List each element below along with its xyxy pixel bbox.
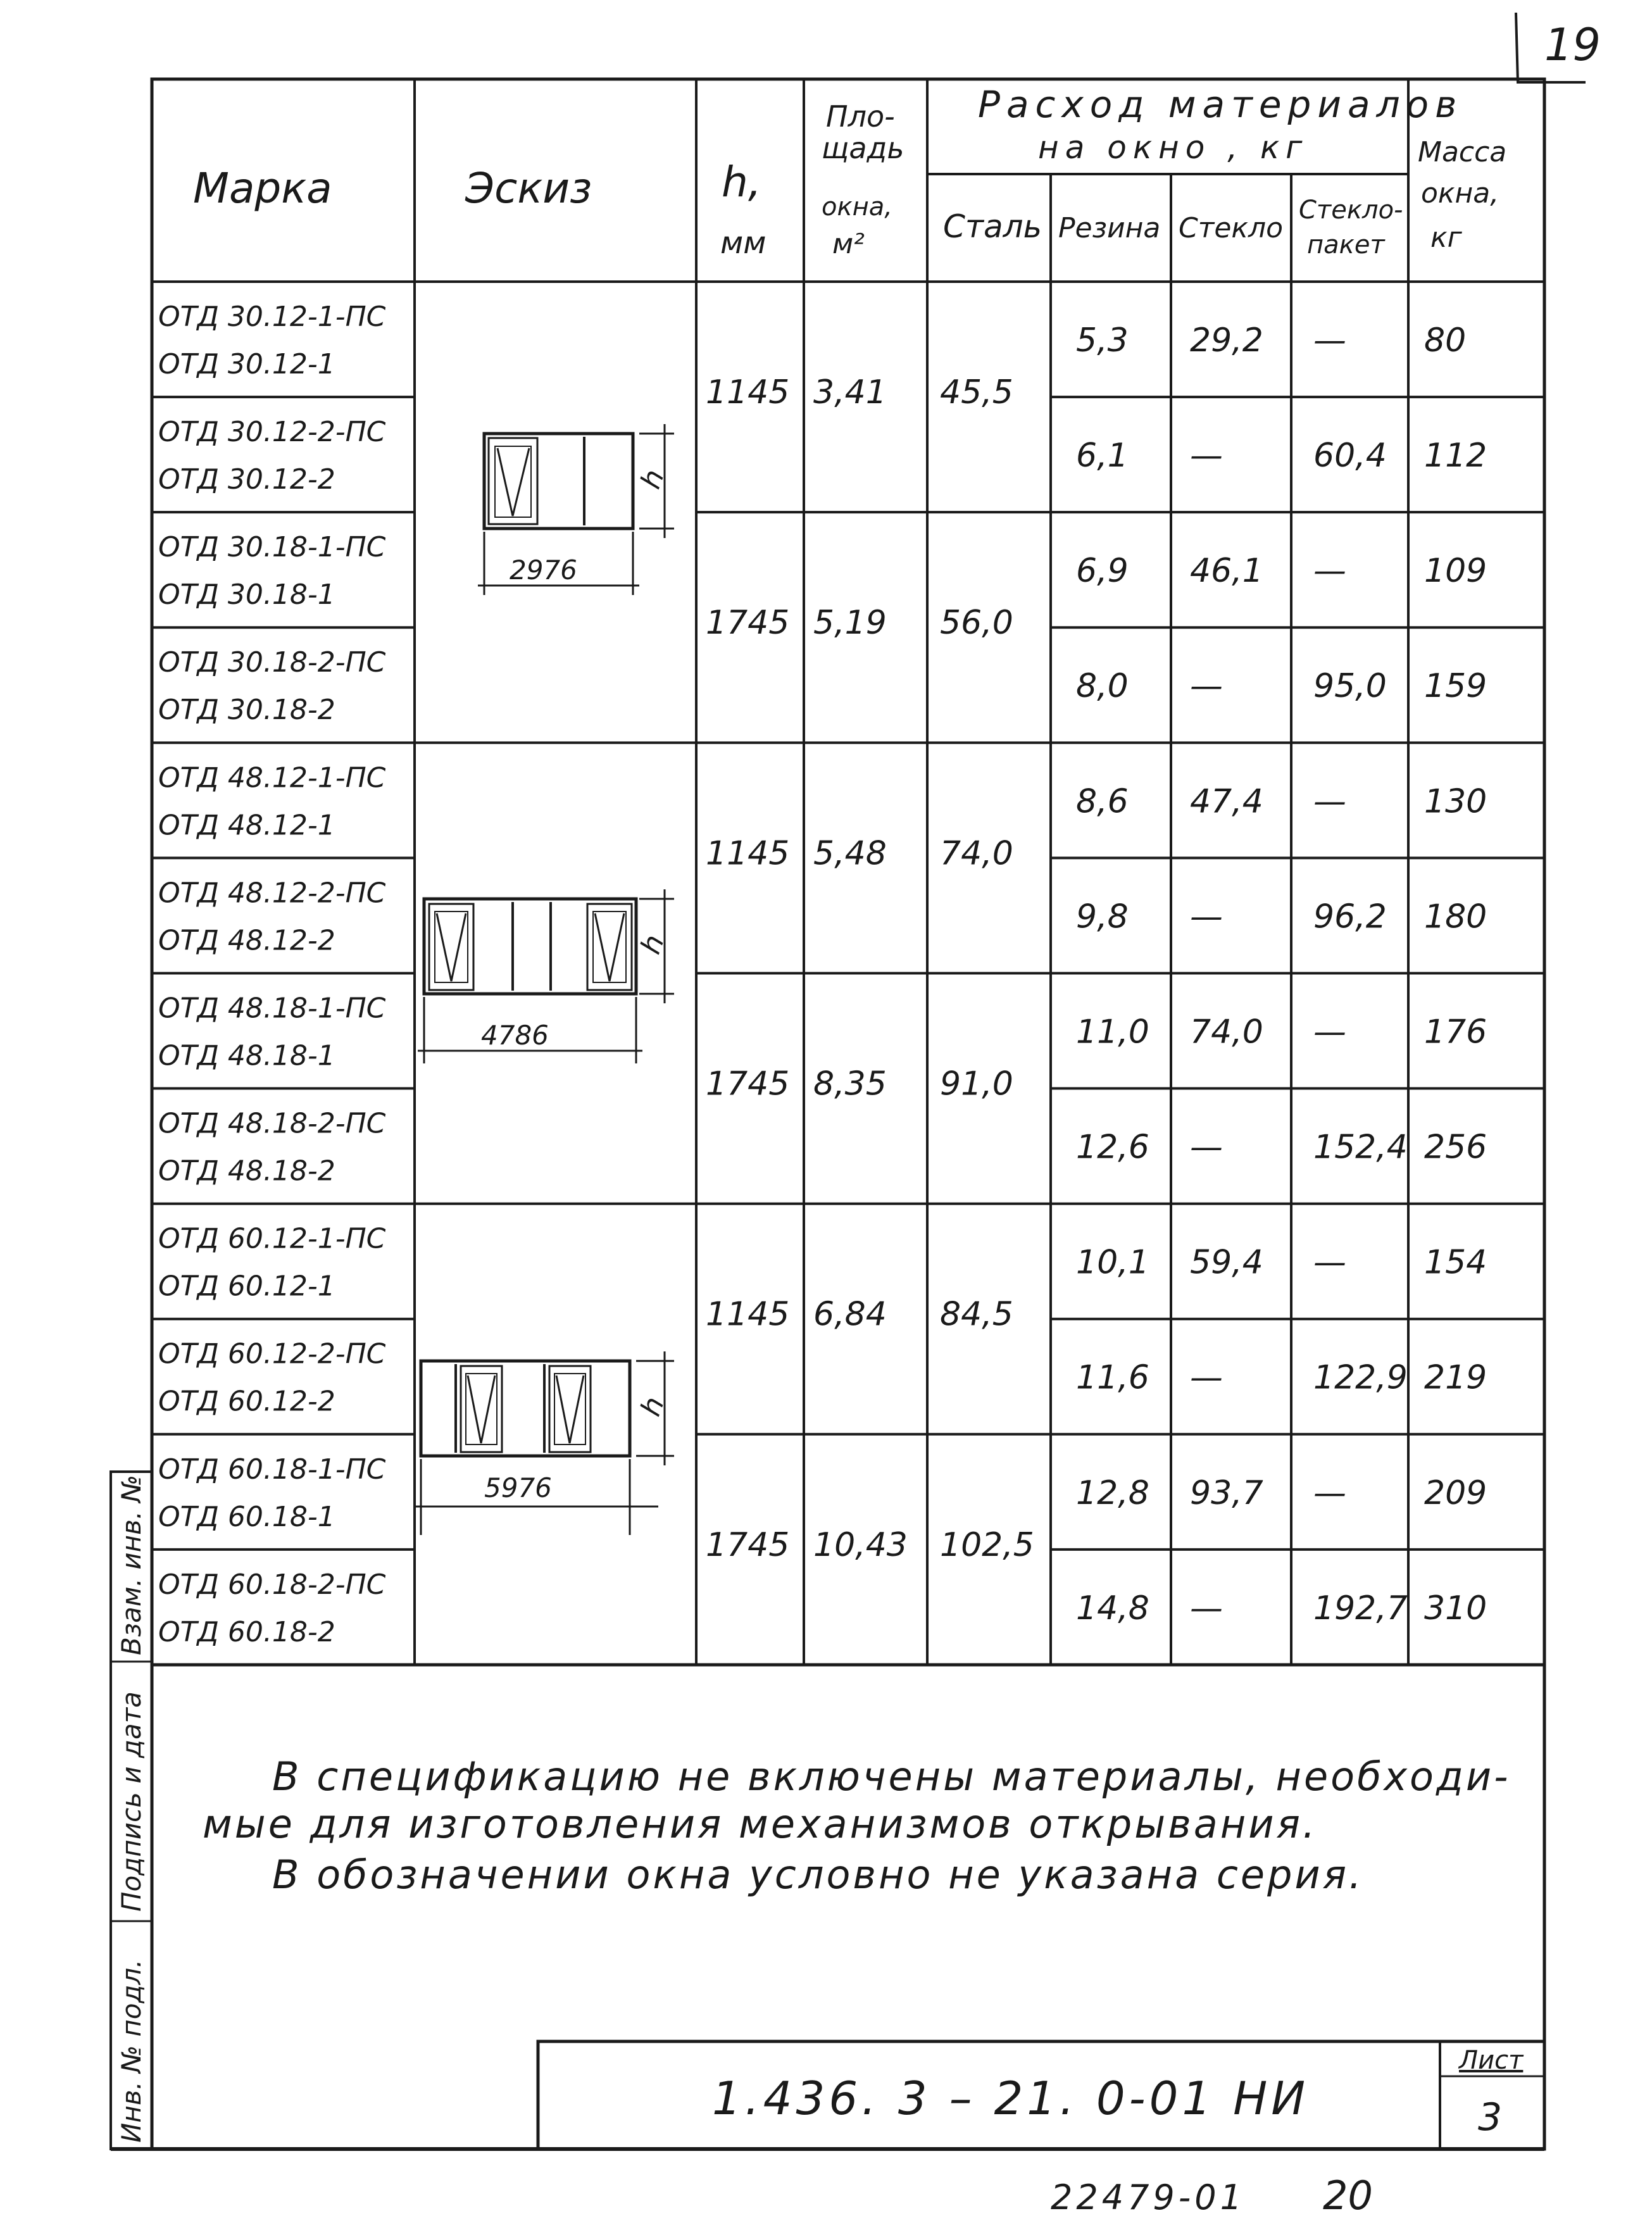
header-glass: Стекло xyxy=(1179,212,1284,244)
row-mass: 159 xyxy=(1424,667,1487,706)
sketch-30-h: h xyxy=(634,465,671,493)
header-consumption-2: на окно , кг xyxy=(1038,129,1309,166)
row-glazing: 152,4 xyxy=(1313,1128,1408,1167)
group-h: 1145 xyxy=(706,373,790,412)
group-h: 1745 xyxy=(706,1526,790,1564)
header-area-2: щадь xyxy=(822,131,904,165)
row-glazing: — xyxy=(1313,552,1346,591)
row-glass: — xyxy=(1190,898,1223,936)
row-mark-primary: ОТД 30.12-2-ПС xyxy=(158,416,386,449)
row-mark-secondary: ОТД 30.18-1 xyxy=(158,579,335,611)
group-steel: 91,0 xyxy=(940,1065,1013,1103)
table-body xyxy=(152,301,1544,1648)
sketch-60-h: h xyxy=(634,1393,671,1420)
group-steel: 102,5 xyxy=(940,1526,1034,1564)
row-rubber: 12,6 xyxy=(1076,1128,1149,1167)
row-mass: 219 xyxy=(1424,1358,1487,1397)
row-glass: — xyxy=(1190,1128,1223,1167)
row-mark-secondary: ОТД 30.18-2 xyxy=(158,694,335,727)
group-area: 8,35 xyxy=(813,1065,887,1103)
group-h: 1745 xyxy=(706,604,790,642)
row-mass: 154 xyxy=(1424,1243,1487,1282)
header-h: h, xyxy=(722,158,761,206)
row-glazing: — xyxy=(1313,782,1346,821)
row-mark-secondary: ОТД 30.12-2 xyxy=(158,463,335,496)
sketch-otd-30 xyxy=(478,424,674,595)
row-rubber: 8,6 xyxy=(1076,782,1129,821)
group-area: 5,48 xyxy=(813,834,887,873)
group-steel: 74,0 xyxy=(940,834,1013,873)
group-steel: 56,0 xyxy=(940,604,1013,642)
title-code: 1.436. 3 – 21. 0-01 НИ xyxy=(712,2072,1310,2125)
sketch-30-width: 2976 xyxy=(510,555,577,586)
row-glass: 93,7 xyxy=(1190,1474,1263,1512)
group-h: 1145 xyxy=(706,1295,790,1334)
row-glass: — xyxy=(1190,1589,1223,1627)
header-area-4: м² xyxy=(832,228,865,260)
group-steel: 84,5 xyxy=(940,1295,1013,1334)
row-mark-primary: ОТД 48.18-2-ПС xyxy=(158,1107,386,1140)
row-glass: 59,4 xyxy=(1190,1243,1263,1282)
row-mark-secondary: ОТД 30.12-1 xyxy=(158,348,335,380)
row-glazing: — xyxy=(1313,1013,1346,1051)
row-mark-secondary: ОТД 60.12-2 xyxy=(158,1385,335,1418)
row-mass: 109 xyxy=(1424,552,1487,591)
row-mark-secondary: ОТД 48.18-2 xyxy=(158,1155,335,1187)
header-sketch: Эскиз xyxy=(465,164,592,213)
row-mark-secondary: ОТД 60.18-2 xyxy=(158,1615,335,1648)
row-glazing: 192,7 xyxy=(1313,1589,1408,1627)
row-rubber: 9,8 xyxy=(1076,898,1129,936)
row-rubber: 6,9 xyxy=(1076,552,1129,591)
group-area: 5,19 xyxy=(813,604,887,642)
sheet-label: Лист xyxy=(1459,2046,1524,2075)
bottom-code: 22479-01 xyxy=(1051,2177,1246,2217)
group-h: 1145 xyxy=(706,834,790,873)
row-mark-primary: ОТД 60.12-1-ПС xyxy=(158,1222,386,1255)
row-mark-secondary: ОТД 48.12-2 xyxy=(158,924,335,957)
row-mass: 130 xyxy=(1424,782,1487,821)
row-glazing: — xyxy=(1313,322,1346,360)
row-mark-secondary: ОТД 60.12-1 xyxy=(158,1270,335,1303)
group-area: 10,43 xyxy=(813,1526,908,1564)
header-area-1: Пло- xyxy=(826,99,895,134)
row-glazing: 96,2 xyxy=(1313,898,1387,936)
header-mass-3: кг xyxy=(1430,222,1462,254)
side-stamp-inv-repl: Взам. инв. № xyxy=(116,1474,147,1655)
row-rubber: 11,6 xyxy=(1076,1358,1149,1397)
header-area-3: окна, xyxy=(822,192,893,222)
row-glass: 46,1 xyxy=(1190,552,1263,591)
row-mark-primary: ОТД 60.18-2-ПС xyxy=(158,1568,386,1601)
side-stamp-inv-orig: Инв. № подл. xyxy=(116,1959,147,2143)
row-mark-primary: ОТД 48.12-1-ПС xyxy=(158,761,386,794)
row-mass: 180 xyxy=(1424,898,1487,936)
row-mark-primary: ОТД 48.18-1-ПС xyxy=(158,992,386,1025)
sketch-otd-48 xyxy=(418,889,674,1063)
row-rubber: 12,8 xyxy=(1076,1474,1149,1512)
row-mass: 310 xyxy=(1424,1589,1487,1627)
row-mass: 176 xyxy=(1424,1013,1487,1051)
row-rubber: 6,1 xyxy=(1076,437,1129,475)
row-glass: 29,2 xyxy=(1190,322,1263,360)
row-glass: 47,4 xyxy=(1190,782,1263,821)
row-mark-secondary: ОТД 48.18-1 xyxy=(158,1039,335,1072)
header-mark: Марка xyxy=(193,164,332,213)
sketch-48-width: 4786 xyxy=(481,1020,549,1051)
row-glass: — xyxy=(1190,1358,1223,1397)
row-rubber: 11,0 xyxy=(1076,1013,1149,1051)
side-stamp-sign-date: Подпись и дата xyxy=(116,1691,147,1912)
page-number: 19 xyxy=(1544,19,1601,71)
note-line-1: В спецификацию не включены материалы, необходи- xyxy=(272,1753,1511,1800)
row-mass: 209 xyxy=(1424,1474,1487,1512)
row-rubber: 14,8 xyxy=(1076,1589,1149,1627)
header-rubber: Резина xyxy=(1058,212,1161,244)
sketch-48-h: h xyxy=(634,931,671,958)
row-glazing: 122,9 xyxy=(1313,1358,1408,1397)
sketch-otd-60 xyxy=(415,1351,674,1535)
row-glass: — xyxy=(1190,667,1223,706)
row-glazing: — xyxy=(1313,1243,1346,1282)
note-line-3: В обозначении окна условно не указана серия. xyxy=(272,1852,1364,1898)
row-glazing: 60,4 xyxy=(1313,437,1387,475)
row-rubber: 8,0 xyxy=(1076,667,1129,706)
bottom-page: 20 xyxy=(1323,2172,1373,2219)
header-glazing-1: Стекло- xyxy=(1299,196,1403,225)
sheet-number: 3 xyxy=(1478,2095,1503,2140)
header-steel: Сталь xyxy=(943,208,1042,245)
group-area: 3,41 xyxy=(813,373,887,412)
group-steel: 45,5 xyxy=(940,373,1013,412)
row-mass: 256 xyxy=(1424,1128,1487,1167)
row-mass: 112 xyxy=(1424,437,1487,475)
header-consumption-1: Расход материалов xyxy=(978,83,1463,126)
note-line-2: мые для изготовления механизмов открывания. xyxy=(203,1801,1318,1847)
row-mark-primary: ОТД 30.18-1-ПС xyxy=(158,531,386,564)
sketch-60-width: 5976 xyxy=(484,1472,552,1503)
row-mark-primary: ОТД 60.18-1-ПС xyxy=(158,1453,386,1486)
row-glazing: — xyxy=(1313,1474,1346,1512)
row-mass: 80 xyxy=(1424,322,1467,360)
row-mark-primary: ОТД 30.12-1-ПС xyxy=(158,301,386,333)
row-mark-primary: ОТД 30.18-2-ПС xyxy=(158,646,386,679)
group-h: 1745 xyxy=(706,1065,790,1103)
row-rubber: 5,3 xyxy=(1076,322,1129,360)
row-mark-primary: ОТД 48.12-2-ПС xyxy=(158,877,386,910)
row-mark-primary: ОТД 60.12-2-ПС xyxy=(158,1338,386,1370)
row-mark-secondary: ОТД 60.18-1 xyxy=(158,1500,335,1533)
header-mass-1: Масса xyxy=(1418,136,1507,168)
row-glass: 74,0 xyxy=(1190,1013,1263,1051)
header-mass-2: окна, xyxy=(1421,177,1499,210)
row-glass: — xyxy=(1190,437,1223,475)
row-glazing: 95,0 xyxy=(1313,667,1387,706)
row-rubber: 10,1 xyxy=(1076,1243,1149,1282)
header-glazing-2: пакет xyxy=(1307,230,1385,260)
header-h-unit: мм xyxy=(720,225,767,261)
row-mark-secondary: ОТД 48.12-1 xyxy=(158,809,335,842)
group-area: 6,84 xyxy=(813,1295,887,1334)
